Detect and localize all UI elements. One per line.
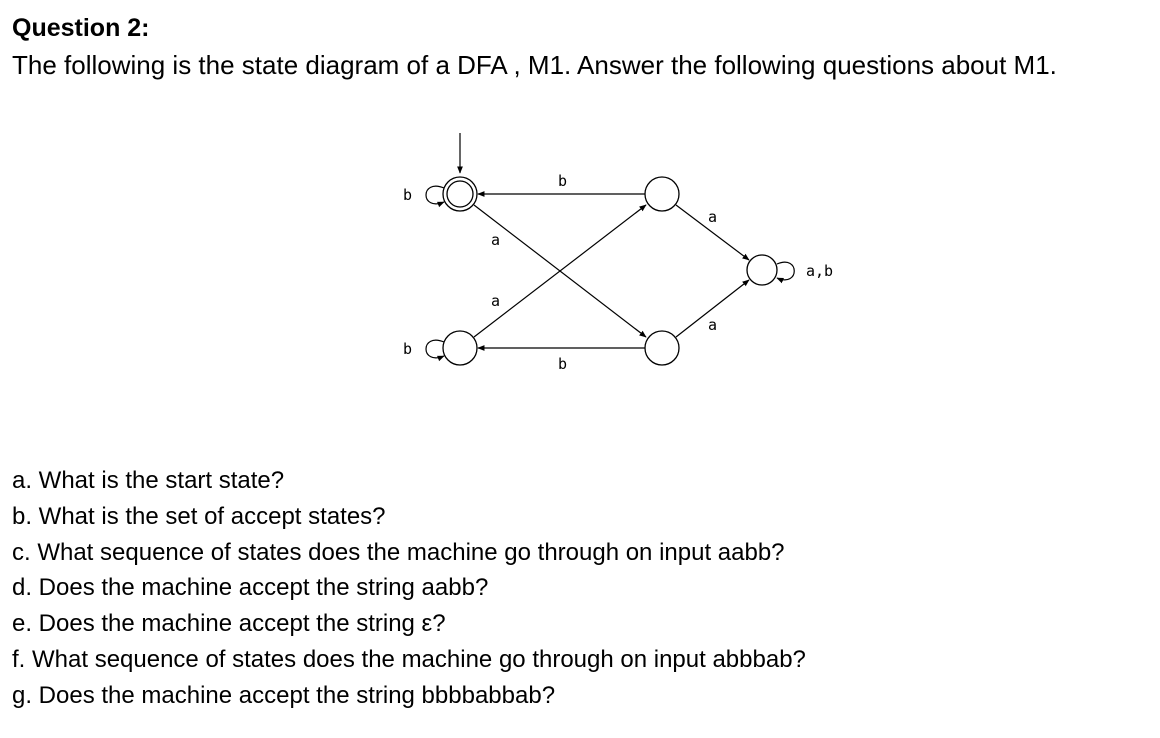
question-a: a. What is the start state? — [12, 467, 285, 494]
label-edge-q2-q5: a — [708, 208, 718, 226]
question-list — [12, 463, 806, 714]
state-q5 — [747, 255, 777, 285]
label-edge-q1-q4: a — [491, 231, 501, 249]
question-b: b. What is the set of accept states? — [12, 502, 386, 530]
state-q2 — [645, 177, 679, 211]
question-c: c. What sequence of states does the machine go through on input aabb? — [12, 538, 785, 566]
label-edge-q2-q1: b — [558, 172, 568, 190]
question-g: g. Does the machine accept the string bbbbabbab? — [12, 681, 556, 709]
loop-q3 — [426, 340, 444, 358]
label-loop-q5: a,b — [806, 262, 834, 280]
label-loop-q1: b — [403, 186, 413, 204]
question-intro: The following is the state diagram of a DFA , M1. Answer the following questions about M1. — [12, 50, 1057, 80]
loop-q1 — [426, 186, 444, 204]
question-f: f. What sequence of states does the machine go through on input abbbab? — [12, 645, 806, 673]
loop-q5 — [777, 262, 794, 280]
question-e: e. Does the machine accept the string ε? — [12, 610, 446, 638]
question-heading: Question 2: — [12, 14, 150, 42]
state-q1 — [443, 177, 477, 211]
question-d: d. Does the machine accept the string aabb? — [12, 574, 489, 602]
state-q3 — [443, 331, 477, 365]
label-edge-q3-q2: a — [491, 292, 501, 310]
label-edge-q4-q3: b — [558, 355, 568, 373]
state-q4 — [645, 331, 679, 365]
label-loop-q3: b — [403, 340, 413, 358]
label-edge-q4-q5: a — [708, 316, 718, 334]
